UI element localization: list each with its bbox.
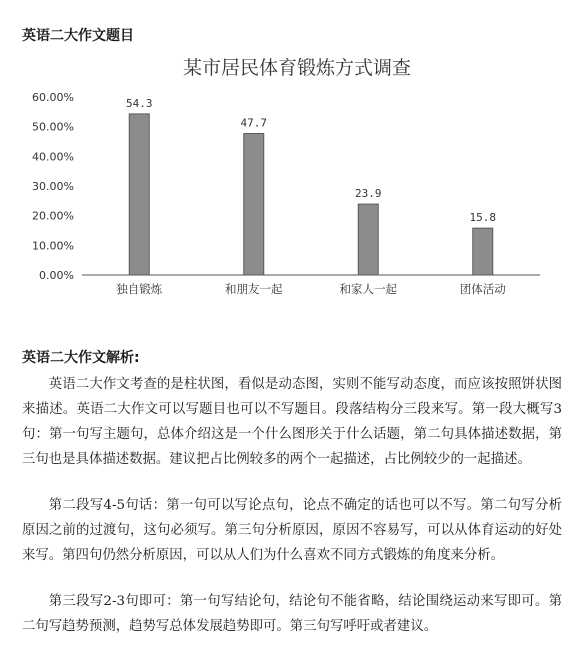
- y-tick-label: 40.00%: [32, 150, 74, 164]
- y-tick-label: 50.00%: [32, 120, 74, 134]
- x-tick-label: 和朋友一起: [225, 282, 283, 296]
- bar-1: [129, 114, 149, 275]
- bar-chart: [0, 50, 580, 300]
- y-tick-label: 20.00%: [32, 209, 74, 223]
- y-tick-label: 30.00%: [32, 180, 74, 193]
- bar-2: [244, 133, 264, 275]
- x-tick-label: 独自锻炼: [116, 282, 163, 296]
- bar-4: [473, 228, 493, 275]
- chart-title: 某市居民体育锻炼方式调查: [182, 57, 412, 79]
- data-label: 54.3: [126, 96, 153, 110]
- data-label: 23.9: [355, 187, 382, 201]
- analysis-heading: 英语二大作文解析:: [22, 350, 140, 366]
- data-label: 47.7: [240, 116, 267, 130]
- analysis-paragraph-3: 第三段写2-3句即可：第一句写结论句，结论句不能省略，结论围绕运动来写即可。第二句写趋势预测，趋势写总体发展趋势即可。第三句写呼吁或者建议。: [22, 594, 562, 634]
- x-tick-label: 团体活动: [459, 282, 506, 296]
- y-tick-label: 10.00%: [32, 239, 74, 253]
- y-tick-label: 60.00%: [32, 91, 74, 104]
- y-tick-label: 0.00%: [39, 269, 74, 282]
- analysis-paragraph-2: 第二段写4-5句话：第一句可以写论点句，论点不确定的话也可以不写。第二句写分析原因之前的过渡句，这句必须写。第三句分析原因，原因不容易写，可以从体育运动的好处来写。第四句仍然分析原因，可以从人们为什么喜欢不同方式锻炼的角度来分析。: [22, 498, 562, 563]
- x-tick-label: 和家人一起: [339, 282, 397, 296]
- analysis-paragraph-1: 英语二大作文考查的是柱状图，看似是动态图，实则不能写动态度，而应该按照饼状图来描述。英语二大作文可以写题目也可以不写题目。段落结构分三段来写。第一段大概写3句：第一句写主题句，总体介绍这是一个什么图形关于什么话题，第二句具体描述数据，第三句也是具体描述数据。建议把占比例较多的两个一起描述，占比例较少的一起描述。: [22, 377, 562, 467]
- bar-3: [358, 204, 378, 275]
- data-label: 15.8: [469, 211, 496, 225]
- topic-heading: 英语二大作文题目: [22, 28, 134, 44]
